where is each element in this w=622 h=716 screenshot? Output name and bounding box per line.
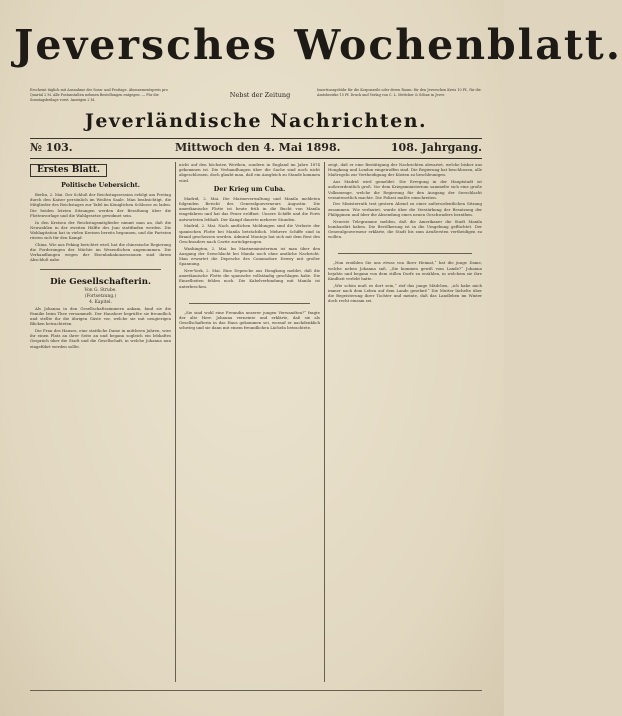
separator: [40, 269, 161, 270]
column-1: [30, 162, 171, 682]
info-right: Insertionsgebühr für die Korpuszeile oder deren Raum: für den Jeverschen Kreis 10 Pf., für die Amtsbezirke 15 Pf. Druck und Verlag von C. L. Mettcker & Söhne in Jever.: [317, 88, 481, 97]
separator: [189, 303, 310, 304]
column-divider-2: [324, 162, 325, 682]
story-chapter: 4. Kapitel.: [89, 299, 112, 305]
column-3: [328, 162, 482, 682]
section-label-first-sheet: Erstes Blatt.: [30, 164, 107, 177]
article-paragraph: In den Kreisen der Reichstagsmitglieder nimmt man an, daß die Neuwahlen in der zweiten Hälfte des Juni stattfinden werden. Die Wahlagitation hat in vielen Kreisen bereits begonnen, und die Parteien rüsten sich für den Kampf.: [30, 219, 171, 241]
rule-bottom: [30, 158, 482, 159]
article-paragraph: Aus Madrid wird gemeldet: Die Erregung in der Hauptstadt ist außerordentlich groß. Vor dem Kriegsministerium sammelte sich eine große Volksmenge, welche die Regierung für den Ausgang der Seeschlacht verantwortlich machte. Die Polizei mußte einschreiten.: [328, 179, 482, 200]
article-paragraph: Madrid, 2. Mai. Nach amtlichen Meldungen sind die Verluste der spanischen Flotte bei Manila beträchtlich. Mehrere Schiffe sind in Brand geschossen worden. Admiral Montojo hat sich mit dem Rest des Geschwaders nach Cavite zurückgezogen.: [179, 223, 320, 244]
dateline: [30, 141, 482, 157]
article-paragraph: Madrid, 2. Mai. Die Marineverwaltung und Manila meldeten folgenden Bericht des Generalgouverneurs Augustin: Die amerikanische Flotte ist heute früh in die Bucht von Manila eingefahren und hat das Feuer eröffnet. Unsere Schiffe und die Forts antworteten lebhaft. Der Kampf dauerte mehrere Stunden.: [179, 195, 320, 222]
issue-number: № 103.: [30, 141, 73, 154]
masthead-title: Jeversches Wochenblatt.: [14, 21, 622, 69]
article-paragraph: zeigt, daß er eine Bestätigung der Nachrichten abwartet, welche bisher aus Hongkong und London eingetroffen sind. Die Regierung hat beschlossen, alle Maßregeln zur Vertheidigung der Küsten zu beschleunigen.: [328, 162, 482, 178]
article-paragraph: Washington, 2. Mai. Im Marineministerium ist man über den Ausgang der Seeschlacht bei Manila noch ohne amtliche Nachricht. Man erwartet die Depesche des Commodore Dewey mit großer Spannung.: [179, 245, 320, 267]
issue-year: 108. Jahrgang.: [390, 141, 482, 154]
heading-war-cuba: Der Krieg um Cuba.: [213, 184, 286, 193]
article-paragraph: China. Wie aus Peking berichtet wird, hat die chinesische Regierung die Forderungen der Mächte im Wesentlichen angenommen. Die Verhandlungen wegen der Eisenbahnkonzessionen sind ihrem Abschluß nahe.: [30, 241, 171, 263]
article-paragraph: Neueste Telegramme melden, daß die Amerikaner die Stadt Manila bombardirt haben. Die Bevölkerung ist in die Umgebung geflüchtet. Der Generalgouverneur erklärte, die Stadt bis zum Aeußersten vertheidigen zu wollen.: [328, 218, 482, 240]
story-byline: Von G. Strube.: [84, 287, 117, 293]
issue-date: Mittwoch den 4. Mai 1898.: [175, 141, 341, 154]
page-bottom-rule: [30, 690, 482, 691]
story-paragraph: Die Frau des Hauses, eine stattliche Dame in mittleren Jahren, wies ihr einen Platz an ihrer Seite an und begann sogleich ein lebhaftes Gespräch über die Stadt und die Gesellschaft, in welche Johanna nun eingeführt werden sollte.: [30, 327, 171, 349]
article-paragraph: nicht auf den höchsten Werthen, sondern in England im Jahre 1874 gekommen ist. Die Verhandlungen über die Sache sind noch nicht abgeschlossen, doch glaubt man, daß ein Ausgleich zu Stande kommen wird.: [179, 162, 320, 183]
article-paragraph: Der Ministerrath trat gestern Abend zu einer außerordentlichen Sitzung zusammen. Wie verlautet, wurde über die Verstärkung der Besatzung der Philippinen und über die Absendung eines neuen Geschwaders berathen.: [328, 201, 482, 217]
article-paragraph: Berlin, 2. Mai. Der Schluß der Reichstagssession erfolgt am Freitag durch den Kaiser persönlich im Weißen Saale. Man beabsichtigt, die Mitglieder des Reichstages zur Tafel im Königlichen Schlosse zu laden. Die beiden letzten Sitzungen werden der Berathung über die Flottenvorlage und die Wahlgesetze gewidmet sein.: [30, 192, 171, 218]
story-paragraph: „Wie schön muß es dort sein,“ rief das junge Mädchen, „ich habe mich immer nach dem Leben auf dem Lande gesehnt!“ Die Mutter lächelte über die Begeisterung ihrer Tochter und meinte, daß das Landleben im Winter doch recht einsam sei.: [328, 282, 482, 304]
article-paragraph: New-York, 2. Mai. Eine Depesche aus Hongkong meldet, daß die amerikanische Flotte die spanische vollständig geschlagen habe. Die Einzelheiten fehlen noch. Die Kabelverbindung mit Manila ist unterbrochen.: [179, 267, 320, 289]
story-continuation: (Fortsetzung.): [84, 293, 117, 299]
info-left: Erscheint täglich mit Ausnahme der Sonn- und Festtage. Abonnementspreis pro Quartal 2 M. Alle Postanstalten nehmen Bestellungen entgegen. — Für die Sonntagsbeilage vorst. Anzeigen 2 M.: [30, 88, 168, 102]
masthead-center-note: Nebst der Zeitung: [229, 91, 291, 99]
separator: [338, 253, 472, 254]
story-paragraph: „Sie sind wohl eine Freundin unserer jungen Verwandten?“ fragte der alte Herr. Johanna verneinte und erklärte, daß sie als Gesellschafterin in das Haus gekommen sei, worauf er nachdenklich schwieg und sie dann mit einem freundlichen Lächeln betrachtete.: [179, 309, 320, 331]
column-2: [179, 162, 320, 682]
story-paragraph: „Nun erzählen Sie uns etwas von Ihrer Heimat,“ bat die junge Dame, welche neben Johanna saß. „Sie kommen gewiß vom Lande?“ Johanna bejahte und begann von dem stillen Dorfe zu erzählen, in welchem sie ihre Kindheit verlebt hatte.: [328, 260, 482, 281]
masthead-subtitle: Jeverländische Nachrichten.: [84, 110, 428, 132]
column-divider-1: [175, 162, 176, 682]
story-paragraph: Als Johanna in den Gesellschaftszimmern ankam, fand sie die Familie beim Thee versammelt. Der Hausherr begrüßte sie freundlich und stellte ihr die übrigen Gäste vor, welche sie mit neugierigen Blicken betrachteten.: [30, 305, 171, 327]
heading-political-overview: Politische Uebersicht.: [61, 181, 140, 189]
rule-top: [30, 138, 482, 139]
heading-serial-story: Die Gesellschafterin.: [50, 276, 151, 287]
